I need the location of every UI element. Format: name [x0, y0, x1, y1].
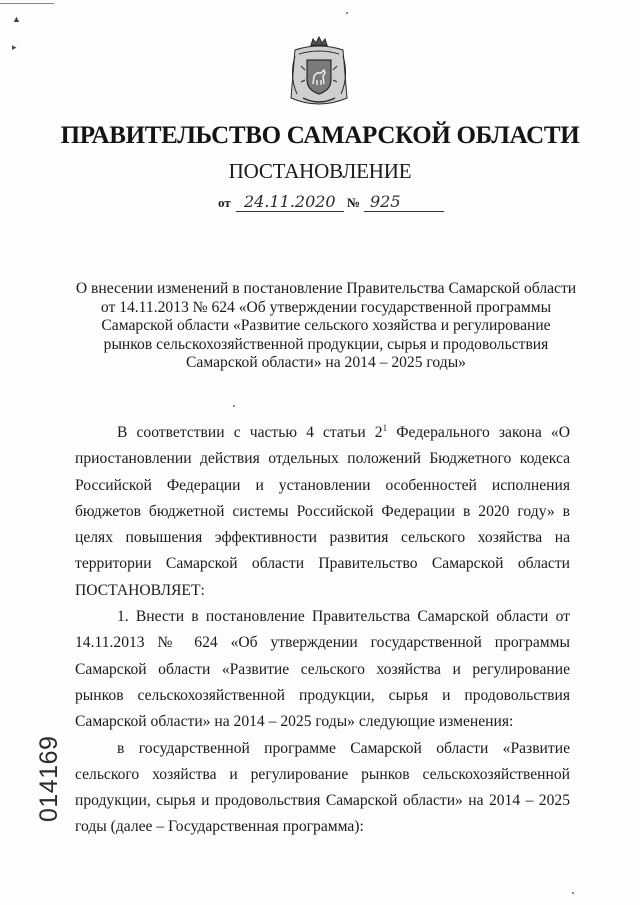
number-underline — [364, 211, 444, 212]
subject-line: от 14.11.2013 № 624 «Об утверждении государственной программы — [100, 298, 552, 316]
scan-speck — [572, 892, 574, 894]
document-type: ПОСТАНОВЛЕНИЕ — [228, 159, 412, 183]
government-name: ПРАВИТЕЛЬСТВО САМАРСКОЙ ОБЛАСТИ — [60, 122, 580, 149]
coat-of-arms-samara-icon — [287, 36, 351, 110]
preamble-text-start: В соответствии с частью 4 статьи 2 — [117, 424, 383, 441]
paragraph-program: в государственной программе Самарской области «Развитие сельского хозяйства и регулирование рынков сельскохозяйственной продукции, сырья и продовольствия Самарской области» на 2014 – 2025 годы (далее – Государственная программа): — [75, 739, 570, 836]
preamble-text-rest: Федерального закона «О приостановлении действия отдельных положений Бюджетного кодекса Российской Федерации и установлении особенностей исполнения бюджетов бюджетной системы Российской Федерации в 2020 году» в целях повышения эффективности развития сельского хозяйства на территории Самарской области Правительство Самарской области — [75, 424, 570, 573]
scan-mark-icon: ▸ — [12, 42, 17, 52]
subject-line: рынков сельскохозяйственной продукции, сырья и продовольствия — [103, 335, 549, 353]
article-superscript: 1 — [382, 422, 388, 433]
subject-line: Самарской области» на 2014 – 2025 годы» — [186, 354, 466, 371]
document-body — [75, 420, 570, 841]
date-underline — [236, 211, 344, 212]
document-subject — [60, 280, 592, 373]
paragraph-preamble — [75, 420, 570, 604]
subject-line: О внесении изменений в постановление Правительства Самарской области — [75, 280, 577, 297]
date-handwritten: 24.11.2020 — [244, 192, 336, 211]
paragraph-item-1: 1. Внести в постановление Правительства Самарской области от 14.11.2013 № 624 «Об утверждении государственной программы Самарской области «Развитие сельского хозяйства и регулирование рынков сельскохозяйственной продукции, сырья и продовольствия Самарской области» на 2014 – 2025 годы» следующие изменения: — [75, 608, 570, 731]
registration-number: 014169 — [35, 735, 63, 822]
scan-speck — [346, 12, 348, 14]
subject-line: Самарской области «Развитие сельского хозяйства и регулирование — [101, 317, 551, 334]
decree-word: ПОСТАНОВЛЯЕТ: — [75, 581, 205, 599]
number-prefix: № — [347, 195, 361, 210]
scan-mark-icon: ▲ — [12, 14, 21, 24]
scan-speck — [233, 405, 235, 407]
scan-edge-line — [0, 3, 54, 4]
number-handwritten: 925 — [370, 192, 401, 211]
date-number-line — [218, 192, 448, 214]
date-prefix: от — [218, 195, 231, 210]
